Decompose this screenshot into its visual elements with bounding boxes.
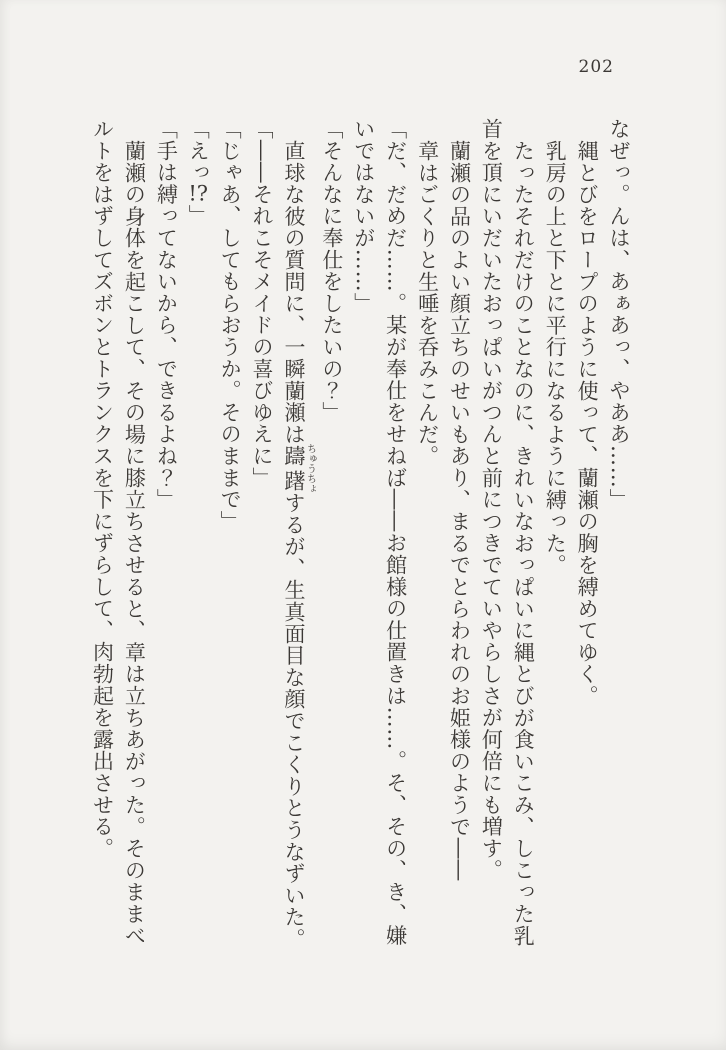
text-line: いではないが……」 bbox=[351, 118, 376, 315]
text-line: 「手は縛ってないから、できるよね？」 bbox=[154, 118, 179, 511]
text-line: 「そんなに奉仕をしたいの？」 bbox=[319, 118, 344, 424]
text-line: 乳房の上と下とに平行になるように縛った。 bbox=[543, 140, 568, 576]
tate-chu-yoko: !? bbox=[188, 183, 209, 205]
text-line: ルトをはずしてズボンとトランクスを下にずらして、肉勃起を露出させる。 bbox=[90, 118, 115, 860]
text-line: 「――それこそメイドの喜びゆえに」 bbox=[250, 118, 275, 489]
ruby-annotation: 躊躇ちゅうちょ bbox=[281, 443, 316, 494]
page-number: 202 bbox=[578, 57, 614, 77]
text-block bbox=[86, 118, 634, 966]
text-line: 蘭瀬の品のよい顔立ちのせいもあり、まるでとらわれのお姫様のようで―― bbox=[447, 140, 472, 882]
text-line: 直球な彼の質問に、一瞬蘭瀬は躊躇ちゅうちょするが、生真面目な顔でこくりとうなずいた。 bbox=[281, 140, 316, 950]
text-line: 「だ、だめだ……。某が奉仕をせねば――お館様の仕置きは……。そ、その、き、嫌 bbox=[383, 118, 408, 947]
text-line: 章はごくりと生唾を呑みこんだ。 bbox=[415, 140, 440, 467]
text-line: 首を頂にいだいたおっぱいがつんと前につきでていやらしさが何倍にも増す。 bbox=[479, 118, 504, 881]
text-line: たったそれだけのことなのに、きれいなおっぱいに縄とびが食いこみ、しこった乳 bbox=[511, 140, 536, 947]
text-line: 蘭瀬の身体を起こして、その場に膝立ちさせると、章は立ちあがった。そのままべ bbox=[122, 140, 147, 947]
text-line: 「えっ!?」 bbox=[186, 118, 211, 227]
text-line: 縄とびをロープのように使って、蘭瀬の胸を縛めてゆく。 bbox=[575, 140, 600, 707]
text-line: なぜっ。んは、あぁあっ、やああ……」 bbox=[607, 118, 631, 511]
text-line: 「じゃあ、してもらおうか。そのままで」 bbox=[218, 118, 243, 533]
